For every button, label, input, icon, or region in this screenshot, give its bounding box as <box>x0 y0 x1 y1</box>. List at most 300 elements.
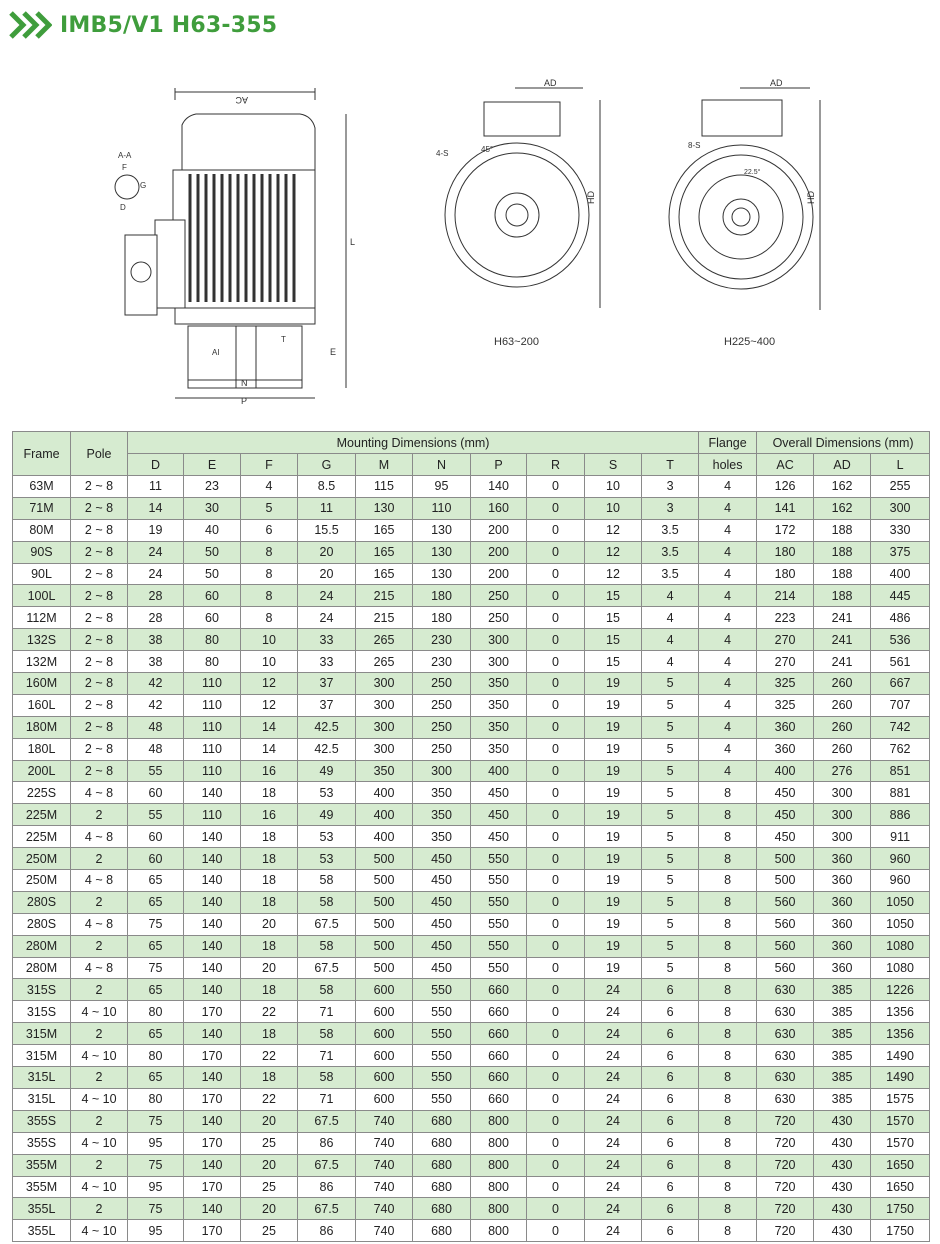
table-cell: 450 <box>413 957 471 979</box>
table-cell: 67.5 <box>298 913 356 935</box>
table-cell: 450 <box>471 804 527 826</box>
table-cell: 49 <box>298 760 356 782</box>
table-cell: 86 <box>298 1220 356 1242</box>
table-cell: 50 <box>184 563 241 585</box>
table-cell: 5 <box>642 935 699 957</box>
table-cell: 130 <box>413 563 471 585</box>
table-cell: 67.5 <box>298 1154 356 1176</box>
table-cell: 19 <box>585 694 642 716</box>
label-p: P <box>241 396 248 406</box>
table-cell: 600 <box>356 1088 413 1110</box>
table-cell: 11 <box>298 497 356 519</box>
table-cell: 720 <box>757 1198 814 1220</box>
table-cell: 132S <box>13 629 71 651</box>
table-cell: 4 <box>699 519 757 541</box>
label-ad-large: AD <box>770 78 783 88</box>
table-cell: 450 <box>413 870 471 892</box>
table-cell: 0 <box>527 694 585 716</box>
table-cell: 250 <box>471 585 527 607</box>
table-cell: 886 <box>871 804 930 826</box>
table-cell: 2 <box>71 848 128 870</box>
table-row <box>13 826 930 848</box>
table-cell: 260 <box>814 716 871 738</box>
table-cell: 500 <box>356 848 413 870</box>
table-cell: 8 <box>699 848 757 870</box>
table-cell: 4 <box>642 585 699 607</box>
table-cell: 800 <box>471 1198 527 1220</box>
table-cell: 188 <box>814 519 871 541</box>
table-row <box>13 476 930 498</box>
dimension-drawings <box>0 70 940 430</box>
table-cell: 60 <box>128 782 184 804</box>
table-cell: 2 <box>71 979 128 1001</box>
table-cell: 250 <box>413 694 471 716</box>
table-cell: 600 <box>356 1045 413 1067</box>
table-cell: 0 <box>527 913 585 935</box>
table-cell: 16 <box>241 760 298 782</box>
table-cell: 360 <box>814 848 871 870</box>
table-cell: 8 <box>699 870 757 892</box>
table-cell: 315M <box>13 1045 71 1067</box>
table-cell: 600 <box>356 979 413 1001</box>
table-cell: 22 <box>241 1001 298 1023</box>
table-cell: 1226 <box>871 979 930 1001</box>
table-cell: 24 <box>298 607 356 629</box>
header-holes: holes <box>699 454 757 476</box>
table-cell: 15 <box>585 607 642 629</box>
table-cell: 49 <box>298 804 356 826</box>
table-cell: 561 <box>871 651 930 673</box>
table-cell: 71 <box>298 1045 356 1067</box>
table-cell: 4 <box>699 476 757 498</box>
table-cell: 550 <box>413 1001 471 1023</box>
table-row <box>13 782 930 804</box>
motor-drawings <box>0 70 940 430</box>
table-cell: 430 <box>814 1198 871 1220</box>
table-cell: 350 <box>413 782 471 804</box>
table-cell: 385 <box>814 1067 871 1089</box>
table-cell: 450 <box>413 913 471 935</box>
table-cell: 536 <box>871 629 930 651</box>
table-cell: 10 <box>241 651 298 673</box>
table-cell: 140 <box>184 870 241 892</box>
label-t: T <box>281 335 286 344</box>
table-cell: 720 <box>757 1220 814 1242</box>
table-cell: 1490 <box>871 1045 930 1067</box>
table-cell: 8 <box>699 1132 757 1154</box>
table-cell: 250 <box>413 673 471 695</box>
table-cell: 250 <box>413 716 471 738</box>
header-d: D <box>128 454 184 476</box>
table-cell: 560 <box>757 957 814 979</box>
table-cell: 2 ~ 8 <box>71 673 128 695</box>
double-chevron-icon <box>8 10 52 40</box>
table-row <box>13 541 930 563</box>
table-cell: 19 <box>585 957 642 979</box>
table-row <box>13 1198 930 1220</box>
table-cell: 2 ~ 8 <box>71 738 128 760</box>
table-cell: 223 <box>757 607 814 629</box>
table-cell: 225S <box>13 782 71 804</box>
table-cell: 8 <box>699 1176 757 1198</box>
table-cell: 315S <box>13 979 71 1001</box>
table-cell: 188 <box>814 563 871 585</box>
header-ac: AC <box>757 454 814 476</box>
table-body <box>13 476 930 1242</box>
table-cell: 300 <box>356 673 413 695</box>
table-cell: 0 <box>527 1220 585 1242</box>
table-cell: 445 <box>871 585 930 607</box>
table-cell: 1750 <box>871 1220 930 1242</box>
table-cell: 80 <box>128 1045 184 1067</box>
table-cell: 0 <box>527 1110 585 1132</box>
table-cell: 58 <box>298 979 356 1001</box>
table-cell: 24 <box>585 1132 642 1154</box>
table-cell: 2 ~ 8 <box>71 563 128 585</box>
table-cell: 140 <box>184 1110 241 1132</box>
table-cell: 67.5 <box>298 1110 356 1132</box>
table-cell: 3.5 <box>642 541 699 563</box>
table-cell: 19 <box>585 760 642 782</box>
table-cell: 86 <box>298 1176 356 1198</box>
table-cell: 12 <box>585 541 642 563</box>
table-cell: 140 <box>184 979 241 1001</box>
label-l: L <box>350 237 356 247</box>
table-cell: 112M <box>13 607 71 629</box>
table-row <box>13 979 930 1001</box>
table-cell: 15 <box>585 629 642 651</box>
table-cell: 600 <box>356 1067 413 1089</box>
table-cell: 33 <box>298 629 356 651</box>
table-cell: 180L <box>13 738 71 760</box>
table-cell: 33 <box>298 651 356 673</box>
table-cell: 8 <box>699 913 757 935</box>
table-cell: 4 <box>699 673 757 695</box>
table-cell: 140 <box>471 476 527 498</box>
table-cell: 140 <box>184 935 241 957</box>
table-cell: 12 <box>585 519 642 541</box>
label-ai: AI <box>212 348 220 357</box>
table-cell: 8 <box>699 1110 757 1132</box>
table-row <box>13 935 930 957</box>
header-e: E <box>184 454 241 476</box>
table-cell: 200 <box>471 519 527 541</box>
table-cell: 16 <box>241 804 298 826</box>
table-cell: 65 <box>128 1023 184 1045</box>
table-cell: 740 <box>356 1110 413 1132</box>
table-cell: 24 <box>585 1067 642 1089</box>
table-cell: 6 <box>642 1154 699 1176</box>
table-cell: 19 <box>585 891 642 913</box>
table-cell: 141 <box>757 497 814 519</box>
table-cell: 8 <box>699 804 757 826</box>
table-cell: 19 <box>585 913 642 935</box>
table-cell: 250M <box>13 870 71 892</box>
table-cell: 4 ~ 8 <box>71 957 128 979</box>
table-cell: 20 <box>298 563 356 585</box>
table-cell: 225M <box>13 826 71 848</box>
table-cell: 350 <box>413 826 471 848</box>
table-cell: 48 <box>128 738 184 760</box>
table-cell: 1570 <box>871 1110 930 1132</box>
table-cell: 19 <box>585 935 642 957</box>
table-row <box>13 497 930 519</box>
table-cell: 4 <box>699 760 757 782</box>
table-cell: 8 <box>699 1220 757 1242</box>
table-cell: 450 <box>413 848 471 870</box>
table-cell: 2 ~ 8 <box>71 519 128 541</box>
table-cell: 680 <box>413 1198 471 1220</box>
table-cell: 8 <box>699 826 757 848</box>
table-cell: 276 <box>814 760 871 782</box>
label-a-a: A-A <box>118 151 132 160</box>
header-p: P <box>471 454 527 476</box>
table-cell: 140 <box>184 782 241 804</box>
label-f: F <box>122 163 127 172</box>
table-cell: 0 <box>527 607 585 629</box>
label-225: 22.5° <box>744 169 761 176</box>
table-cell: 140 <box>184 891 241 913</box>
table-cell: 740 <box>356 1132 413 1154</box>
table-cell: 355L <box>13 1198 71 1220</box>
table-cell: 4 ~ 10 <box>71 1176 128 1198</box>
table-cell: 0 <box>527 585 585 607</box>
table-cell: 4 <box>699 629 757 651</box>
label-e: E <box>330 347 337 357</box>
table-cell: 2 ~ 8 <box>71 760 128 782</box>
table-cell: 75 <box>128 1198 184 1220</box>
table-cell: 0 <box>527 782 585 804</box>
table-cell: 58 <box>298 935 356 957</box>
table-cell: 18 <box>241 891 298 913</box>
table-cell: 5 <box>642 891 699 913</box>
label-8s: 8-S <box>688 141 701 150</box>
table-cell: 280M <box>13 957 71 979</box>
table-cell: 140 <box>184 1023 241 1045</box>
table-cell: 1650 <box>871 1154 930 1176</box>
table-cell: 1356 <box>871 1001 930 1023</box>
table-cell: 265 <box>356 651 413 673</box>
table-cell: 4 <box>699 541 757 563</box>
header-ad: AD <box>814 454 871 476</box>
table-cell: 4 <box>642 629 699 651</box>
table-cell: 24 <box>585 1045 642 1067</box>
table-cell: 170 <box>184 1176 241 1198</box>
table-cell: 37 <box>298 694 356 716</box>
table-cell: 660 <box>471 1001 527 1023</box>
table-cell: 3 <box>642 476 699 498</box>
table-cell: 740 <box>356 1176 413 1198</box>
table-cell: 80 <box>128 1088 184 1110</box>
table-cell: 170 <box>184 1045 241 1067</box>
table-cell: 8 <box>699 1088 757 1110</box>
table-cell: 71 <box>298 1001 356 1023</box>
table-cell: 1575 <box>871 1088 930 1110</box>
table-cell: 4 ~ 8 <box>71 913 128 935</box>
table-cell: 550 <box>413 1067 471 1089</box>
table-cell: 355M <box>13 1176 71 1198</box>
table-cell: 18 <box>241 935 298 957</box>
table-cell: 385 <box>814 1023 871 1045</box>
table-cell: 560 <box>757 913 814 935</box>
table-cell: 0 <box>527 1132 585 1154</box>
table-cell: 24 <box>585 1198 642 1220</box>
table-cell: 42.5 <box>298 738 356 760</box>
side-view-drawing <box>115 88 355 406</box>
table-cell: 740 <box>356 1198 413 1220</box>
table-cell: 355S <box>13 1110 71 1132</box>
table-cell: 67.5 <box>298 1198 356 1220</box>
table-cell: 18 <box>241 870 298 892</box>
table-cell: 355M <box>13 1154 71 1176</box>
table-cell: 4 <box>699 716 757 738</box>
table-cell: 25 <box>241 1220 298 1242</box>
table-cell: 4 <box>642 651 699 673</box>
table-cell: 22 <box>241 1088 298 1110</box>
table-cell: 500 <box>757 870 814 892</box>
table-cell: 280S <box>13 891 71 913</box>
table-cell: 800 <box>471 1132 527 1154</box>
table-cell: 65 <box>128 935 184 957</box>
label-ac: AC <box>235 95 248 105</box>
table-cell: 140 <box>184 913 241 935</box>
table-cell: 172 <box>757 519 814 541</box>
table-cell: 0 <box>527 497 585 519</box>
table-cell: 8 <box>241 607 298 629</box>
table-cell: 1080 <box>871 935 930 957</box>
table-cell: 18 <box>241 826 298 848</box>
table-cell: 4 <box>699 585 757 607</box>
table-cell: 6 <box>642 1045 699 1067</box>
table-cell: 630 <box>757 1067 814 1089</box>
table-cell: 4 <box>699 563 757 585</box>
table-cell: 24 <box>585 1110 642 1132</box>
table-cell: 110 <box>184 673 241 695</box>
table-cell: 42 <box>128 673 184 695</box>
table-cell: 0 <box>527 673 585 695</box>
table-cell: 110 <box>184 760 241 782</box>
table-cell: 4 ~ 10 <box>71 1132 128 1154</box>
table-cell: 8 <box>241 563 298 585</box>
table-cell: 800 <box>471 1110 527 1132</box>
table-cell: 350 <box>471 738 527 760</box>
table-cell: 6 <box>642 1110 699 1132</box>
table-cell: 680 <box>413 1176 471 1198</box>
table-cell: 8 <box>699 782 757 804</box>
header-n: N <box>413 454 471 476</box>
table-cell: 19 <box>585 870 642 892</box>
table-cell: 0 <box>527 738 585 760</box>
table-cell: 430 <box>814 1154 871 1176</box>
header-s: S <box>585 454 642 476</box>
table-cell: 2 ~ 8 <box>71 585 128 607</box>
table-cell: 14 <box>241 716 298 738</box>
table-cell: 24 <box>585 979 642 1001</box>
table-cell: 0 <box>527 1045 585 1067</box>
table-cell: 80 <box>184 651 241 673</box>
table-cell: 215 <box>356 585 413 607</box>
table-cell: 95 <box>128 1220 184 1242</box>
table-cell: 230 <box>413 629 471 651</box>
table-cell: 8 <box>699 1045 757 1067</box>
table-cell: 250M <box>13 848 71 870</box>
table-cell: 225M <box>13 804 71 826</box>
table-cell: 660 <box>471 1045 527 1067</box>
table-row <box>13 760 930 782</box>
table-cell: 10 <box>585 497 642 519</box>
table-cell: 550 <box>471 935 527 957</box>
label-n: N <box>241 378 248 388</box>
table-cell: 162 <box>814 476 871 498</box>
table-cell: 19 <box>585 848 642 870</box>
table-cell: 667 <box>871 673 930 695</box>
label-4s: 4-S <box>436 149 449 158</box>
table-cell: 15.5 <box>298 519 356 541</box>
table-cell: 6 <box>642 1132 699 1154</box>
table-cell: 0 <box>527 979 585 1001</box>
table-cell: 180 <box>757 563 814 585</box>
table-cell: 5 <box>642 826 699 848</box>
table-cell: 300 <box>814 804 871 826</box>
table-cell: 140 <box>184 826 241 848</box>
table-cell: 0 <box>527 1176 585 1198</box>
table-cell: 355S <box>13 1132 71 1154</box>
table-cell: 160 <box>471 497 527 519</box>
table-cell: 3.5 <box>642 519 699 541</box>
table-cell: 6 <box>642 1176 699 1198</box>
table-cell: 2 ~ 8 <box>71 497 128 519</box>
table-cell: 400 <box>356 782 413 804</box>
table-cell: 550 <box>413 1088 471 1110</box>
table-cell: 80M <box>13 519 71 541</box>
table-row <box>13 870 930 892</box>
table-cell: 630 <box>757 1045 814 1067</box>
table-cell: 165 <box>356 563 413 585</box>
table-cell: 450 <box>471 826 527 848</box>
table-cell: 12 <box>241 694 298 716</box>
table-cell: 0 <box>527 935 585 957</box>
table-cell: 0 <box>527 1067 585 1089</box>
table-cell: 260 <box>814 738 871 760</box>
table-cell: 2 ~ 8 <box>71 629 128 651</box>
table-cell: 19 <box>585 738 642 760</box>
table-cell: 6 <box>642 1088 699 1110</box>
label-hd-small: HD <box>586 191 596 204</box>
table-cell: 0 <box>527 848 585 870</box>
table-cell: 385 <box>814 1001 871 1023</box>
table-cell: 19 <box>585 804 642 826</box>
table-cell: 53 <box>298 826 356 848</box>
label-hd-large: HD <box>806 191 816 204</box>
table-cell: 911 <box>871 826 930 848</box>
table-cell: 0 <box>527 716 585 738</box>
table-cell: 707 <box>871 694 930 716</box>
table-cell: 360 <box>814 870 871 892</box>
table-cell: 1356 <box>871 1023 930 1045</box>
table-cell: 450 <box>757 826 814 848</box>
table-cell: 140 <box>184 1154 241 1176</box>
table-row <box>13 694 930 716</box>
table-cell: 1650 <box>871 1176 930 1198</box>
table-cell: 24 <box>585 1001 642 1023</box>
table-cell: 350 <box>471 694 527 716</box>
table-cell: 500 <box>757 848 814 870</box>
table-cell: 400 <box>356 804 413 826</box>
table-cell: 2 ~ 8 <box>71 716 128 738</box>
table-cell: 315S <box>13 1001 71 1023</box>
table-cell: 140 <box>184 957 241 979</box>
table-cell: 53 <box>298 782 356 804</box>
